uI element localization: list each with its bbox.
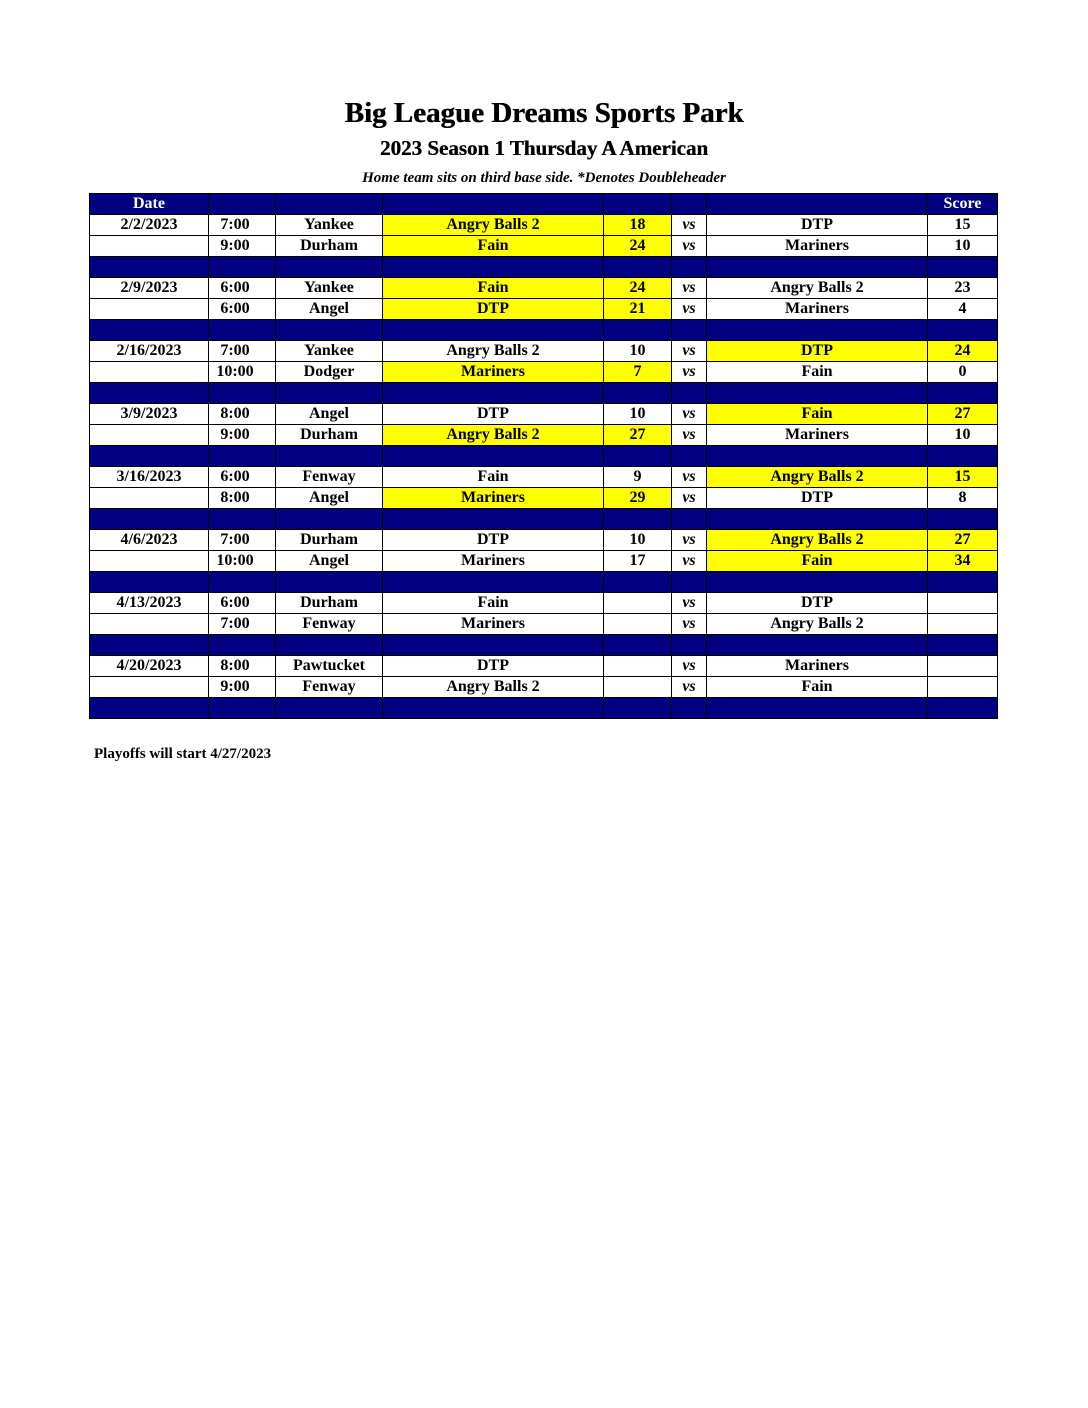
schedule-note: Home team sits on third base side. *Denotes Doubleheader (362, 170, 726, 186)
home-score: 21 (604, 299, 672, 320)
separator-cell (672, 257, 707, 278)
separator-cell (383, 446, 604, 467)
vs-label: vs (672, 614, 707, 635)
game-time: 6:00 (209, 278, 276, 299)
separator-cell (928, 383, 998, 404)
vs-label: vs (672, 404, 707, 425)
separator-cell (383, 698, 604, 719)
separator-cell (209, 572, 276, 593)
separator-row (90, 509, 998, 530)
game-time: 6:00 (209, 467, 276, 488)
column-header-date: Date (90, 194, 209, 215)
separator-cell (928, 698, 998, 719)
game-time: 9:00 (209, 677, 276, 698)
separator-cell (383, 383, 604, 404)
separator-cell (928, 635, 998, 656)
separator-row (90, 635, 998, 656)
vs-label: vs (672, 677, 707, 698)
separator-cell (276, 509, 383, 530)
home-score (604, 593, 672, 614)
separator-cell (672, 509, 707, 530)
game-row (90, 425, 998, 446)
away-team: DTP (707, 488, 928, 509)
home-team: Angry Balls 2 (383, 425, 604, 446)
game-date: 2/2/2023 (90, 215, 209, 236)
separator-cell (707, 572, 928, 593)
separator-cell (707, 635, 928, 656)
game-field: Angel (276, 299, 383, 320)
game-field: Fenway (276, 614, 383, 635)
game-date (90, 236, 209, 257)
game-time: 9:00 (209, 425, 276, 446)
separator-cell (604, 257, 672, 278)
game-row (90, 677, 998, 698)
home-team: DTP (383, 530, 604, 551)
vs-label: vs (672, 467, 707, 488)
vs-label: vs (672, 593, 707, 614)
game-row (90, 593, 998, 614)
game-date: 4/13/2023 (90, 593, 209, 614)
vs-label: vs (672, 341, 707, 362)
schedule-table (89, 193, 998, 719)
away-score (928, 656, 998, 677)
game-field: Yankee (276, 215, 383, 236)
game-date (90, 677, 209, 698)
separator-cell (383, 509, 604, 530)
column-header-empty (604, 194, 672, 215)
separator-cell (209, 383, 276, 404)
column-header-empty (276, 194, 383, 215)
away-score: 8 (928, 488, 998, 509)
separator-row (90, 257, 998, 278)
separator-cell (604, 698, 672, 719)
separator-cell (928, 257, 998, 278)
vs-label: vs (672, 656, 707, 677)
home-score (604, 656, 672, 677)
separator-row (90, 572, 998, 593)
game-row (90, 488, 998, 509)
game-field: Fenway (276, 677, 383, 698)
game-date (90, 299, 209, 320)
separator-cell (928, 446, 998, 467)
separator-cell (604, 383, 672, 404)
separator-cell (276, 383, 383, 404)
separator-cell (90, 383, 209, 404)
separator-cell (672, 572, 707, 593)
home-score: 29 (604, 488, 672, 509)
away-team: Mariners (707, 299, 928, 320)
separator-cell (928, 572, 998, 593)
column-header-score: Score (928, 194, 998, 215)
game-field: Dodger (276, 362, 383, 383)
home-score: 10 (604, 404, 672, 425)
game-time: 8:00 (209, 488, 276, 509)
separator-cell (672, 446, 707, 467)
separator-cell (90, 635, 209, 656)
column-header-empty (209, 194, 276, 215)
game-date (90, 614, 209, 635)
game-time: 10:00 (209, 362, 276, 383)
away-team: Fain (707, 404, 928, 425)
column-header-empty (383, 194, 604, 215)
home-score: 17 (604, 551, 672, 572)
away-team: DTP (707, 341, 928, 362)
game-row (90, 614, 998, 635)
home-team: Angry Balls 2 (383, 341, 604, 362)
home-team: Mariners (383, 614, 604, 635)
away-team: Fain (707, 677, 928, 698)
game-field: Durham (276, 425, 383, 446)
game-row (90, 656, 998, 677)
separator-cell (276, 698, 383, 719)
column-header-empty (672, 194, 707, 215)
separator-cell (707, 320, 928, 341)
away-score: 0 (928, 362, 998, 383)
separator-cell (707, 509, 928, 530)
away-team: DTP (707, 593, 928, 614)
away-score (928, 677, 998, 698)
separator-cell (90, 509, 209, 530)
game-date: 2/16/2023 (90, 341, 209, 362)
home-score: 18 (604, 215, 672, 236)
game-field: Yankee (276, 278, 383, 299)
game-time: 9:00 (209, 236, 276, 257)
game-field: Angel (276, 488, 383, 509)
separator-cell (209, 635, 276, 656)
game-field: Angel (276, 551, 383, 572)
page-title: Big League Dreams Sports Park (344, 97, 744, 129)
away-score: 27 (928, 404, 998, 425)
away-score: 34 (928, 551, 998, 572)
home-team: Fain (383, 593, 604, 614)
separator-cell (383, 257, 604, 278)
home-score: 27 (604, 425, 672, 446)
table-header-row (90, 194, 998, 215)
separator-cell (707, 257, 928, 278)
home-score: 10 (604, 530, 672, 551)
separator-cell (276, 257, 383, 278)
vs-label: vs (672, 530, 707, 551)
home-score: 9 (604, 467, 672, 488)
away-score (928, 614, 998, 635)
separator-cell (672, 698, 707, 719)
away-team: Mariners (707, 236, 928, 257)
separator-cell (707, 446, 928, 467)
game-time: 7:00 (209, 530, 276, 551)
game-date: 3/16/2023 (90, 467, 209, 488)
away-score: 27 (928, 530, 998, 551)
separator-cell (209, 320, 276, 341)
separator-cell (209, 509, 276, 530)
home-team: Fain (383, 467, 604, 488)
game-date (90, 488, 209, 509)
game-field: Durham (276, 236, 383, 257)
away-team: Angry Balls 2 (707, 530, 928, 551)
vs-label: vs (672, 551, 707, 572)
separator-cell (276, 572, 383, 593)
separator-row (90, 320, 998, 341)
game-time: 6:00 (209, 299, 276, 320)
away-team: Fain (707, 551, 928, 572)
home-score: 24 (604, 278, 672, 299)
separator-cell (604, 446, 672, 467)
away-score: 23 (928, 278, 998, 299)
away-team: DTP (707, 215, 928, 236)
separator-cell (90, 320, 209, 341)
separator-cell (672, 320, 707, 341)
game-row (90, 530, 998, 551)
away-team: Angry Balls 2 (707, 278, 928, 299)
game-time: 7:00 (209, 614, 276, 635)
playoffs-note: Playoffs will start 4/27/2023 (94, 746, 272, 762)
separator-cell (90, 446, 209, 467)
separator-cell (383, 572, 604, 593)
game-row (90, 362, 998, 383)
home-team: DTP (383, 656, 604, 677)
away-score: 10 (928, 236, 998, 257)
separator-cell (707, 383, 928, 404)
separator-cell (604, 320, 672, 341)
season-subtitle: 2023 Season 1 Thursday A American (379, 136, 709, 160)
separator-row (90, 383, 998, 404)
vs-label: vs (672, 215, 707, 236)
home-team: Mariners (383, 551, 604, 572)
game-date: 4/20/2023 (90, 656, 209, 677)
separator-cell (928, 509, 998, 530)
home-score (604, 614, 672, 635)
game-field: Durham (276, 593, 383, 614)
home-team: Angry Balls 2 (383, 215, 604, 236)
separator-cell (90, 257, 209, 278)
separator-cell (209, 446, 276, 467)
separator-row (90, 698, 998, 719)
vs-label: vs (672, 362, 707, 383)
separator-cell (604, 635, 672, 656)
game-row (90, 467, 998, 488)
away-score: 15 (928, 467, 998, 488)
home-team: Mariners (383, 362, 604, 383)
home-score: 24 (604, 236, 672, 257)
game-field: Durham (276, 530, 383, 551)
separator-cell (604, 509, 672, 530)
home-score (604, 677, 672, 698)
away-score: 15 (928, 215, 998, 236)
home-team: Mariners (383, 488, 604, 509)
separator-cell (604, 572, 672, 593)
separator-cell (928, 320, 998, 341)
game-field: Pawtucket (276, 656, 383, 677)
separator-cell (209, 698, 276, 719)
home-team: Fain (383, 236, 604, 257)
away-score: 4 (928, 299, 998, 320)
away-team: Angry Balls 2 (707, 614, 928, 635)
game-time: 7:00 (209, 341, 276, 362)
game-row (90, 215, 998, 236)
away-team: Fain (707, 362, 928, 383)
game-date: 4/6/2023 (90, 530, 209, 551)
game-row (90, 236, 998, 257)
vs-label: vs (672, 425, 707, 446)
column-header-empty (707, 194, 928, 215)
away-team: Angry Balls 2 (707, 467, 928, 488)
vs-label: vs (672, 299, 707, 320)
game-field: Fenway (276, 467, 383, 488)
game-date (90, 362, 209, 383)
game-row (90, 551, 998, 572)
game-time: 8:00 (209, 404, 276, 425)
game-row (90, 341, 998, 362)
separator-cell (707, 698, 928, 719)
vs-label: vs (672, 236, 707, 257)
away-score: 10 (928, 425, 998, 446)
separator-cell (276, 320, 383, 341)
home-score: 10 (604, 341, 672, 362)
separator-cell (209, 257, 276, 278)
home-team: DTP (383, 404, 604, 425)
home-team: DTP (383, 299, 604, 320)
separator-row (90, 446, 998, 467)
separator-cell (90, 698, 209, 719)
separator-cell (672, 383, 707, 404)
game-row (90, 299, 998, 320)
separator-cell (672, 635, 707, 656)
vs-label: vs (672, 278, 707, 299)
game-time: 10:00 (209, 551, 276, 572)
game-field: Angel (276, 404, 383, 425)
game-date (90, 425, 209, 446)
game-row (90, 404, 998, 425)
home-score: 7 (604, 362, 672, 383)
away-team: Mariners (707, 425, 928, 446)
game-time: 6:00 (209, 593, 276, 614)
game-time: 8:00 (209, 656, 276, 677)
home-team: Fain (383, 278, 604, 299)
game-date (90, 551, 209, 572)
away-score (928, 593, 998, 614)
game-date: 2/9/2023 (90, 278, 209, 299)
vs-label: vs (672, 488, 707, 509)
away-score: 24 (928, 341, 998, 362)
game-time: 7:00 (209, 215, 276, 236)
separator-cell (90, 572, 209, 593)
game-field: Yankee (276, 341, 383, 362)
away-team: Mariners (707, 656, 928, 677)
separator-cell (383, 635, 604, 656)
separator-cell (276, 635, 383, 656)
game-row (90, 278, 998, 299)
game-date: 3/9/2023 (90, 404, 209, 425)
home-team: Angry Balls 2 (383, 677, 604, 698)
separator-cell (276, 446, 383, 467)
separator-cell (383, 320, 604, 341)
